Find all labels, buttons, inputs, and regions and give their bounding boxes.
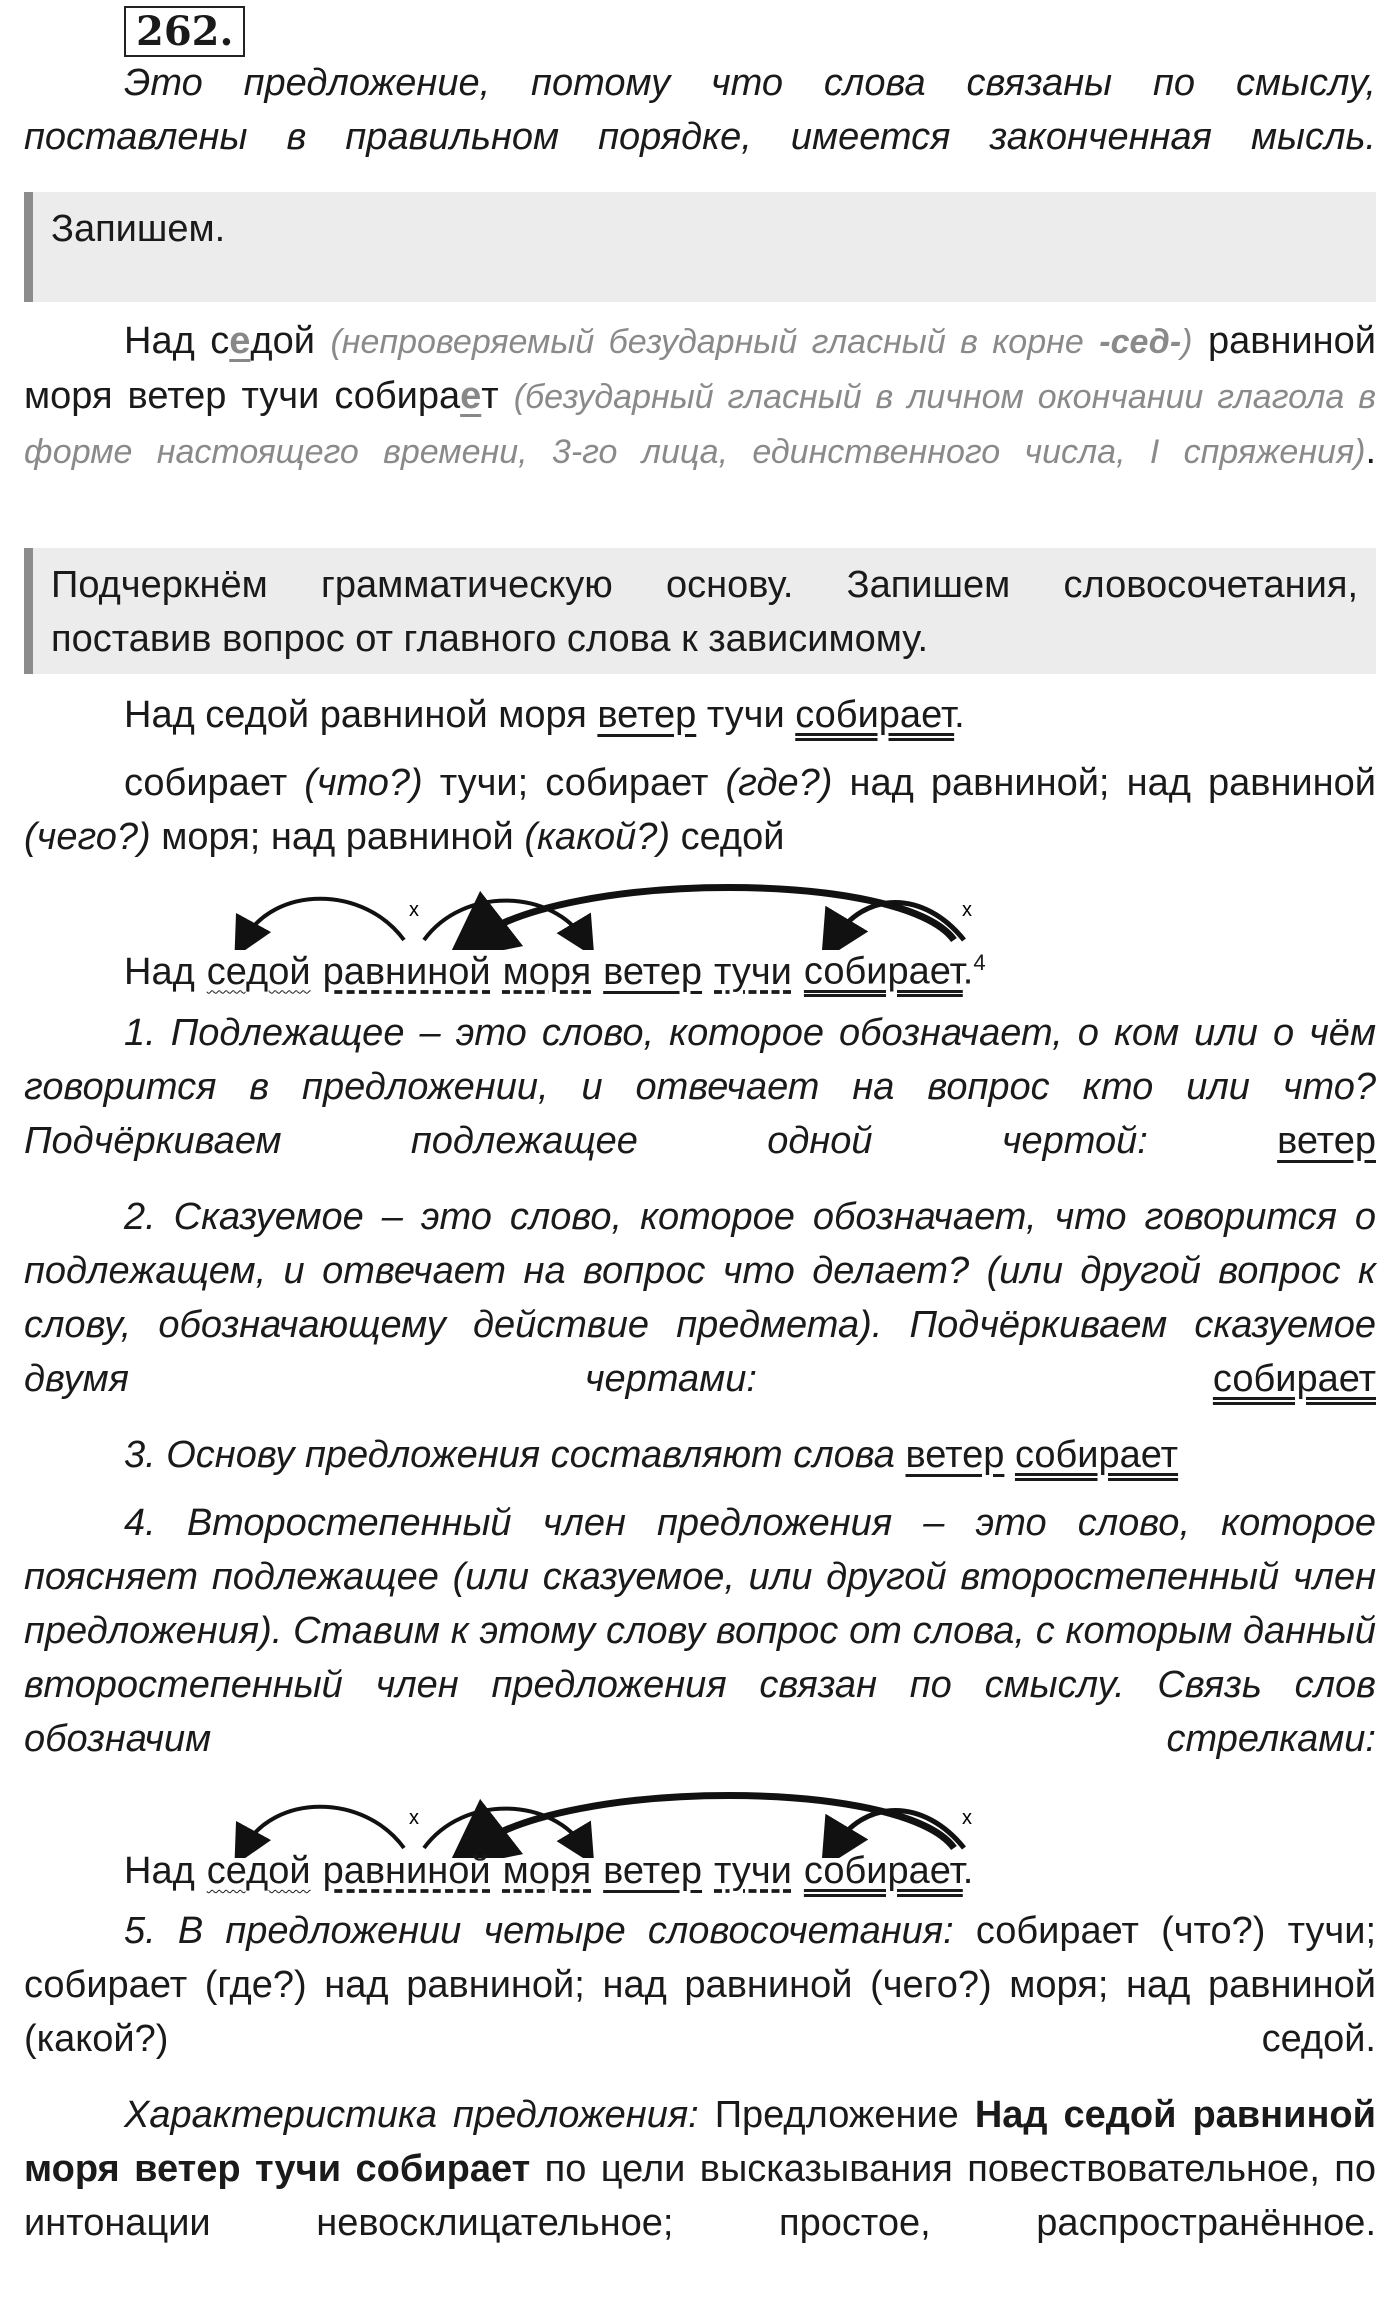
item-4: 4. Второстепенный член предложения – это слово, которое поясняет подлежащее (или сказуемое, или другой второстепенный член предложения). Ставим к этому слову вопрос от слова, с которым данный второстепенный член предложения связан по смыслу. Связь слов обозначим стрелками: <box>24 1502 1376 1760</box>
item-2: 2. Сказуемое – это слово, которое обозначает, что говорится о подлежащем, и отвечает на вопрос что делает? (или другой вопрос к слову, обозначающему действие предмета). Подчёркиваем сказуемое двумя чертами: собирает <box>24 1196 1376 1400</box>
parsed-sentence-1: Над седой равниной моря ветер тучи собирает.$^4$ <box>124 950 986 993</box>
parsed-sentence-2: Над седой равниной моря ветер тучи собирает. <box>124 1850 974 1892</box>
item-1: 1. Подлежащее – это слово, которое обозначает, о ком или о чём говорится в предложении, и отвечает на вопрос кто или что? Подчёркиваем подлежащее одной чертой: ветер <box>24 1012 1376 1162</box>
svg-text:x: x <box>962 899 972 921</box>
note-write: Запишем. <box>24 192 1376 302</box>
intro-text: Это предложение, потому что слова связаны по смыслу, поставлены в правильном порядке, имеется законченная мысль. <box>24 62 1376 158</box>
item-5: 5. В предложении четыре словосочетания: собирает (что?) тучи; собирает (где?) над равниной; над равниной (чего?) моря; над равниной (какой?) седой. <box>24 1910 1376 2060</box>
phrases-list: собирает (что?) тучи; собирает (где?) над равниной; над равниной (чего?) моря; над равниной (какой?) седой <box>24 762 1376 858</box>
svg-text:x: x <box>962 1807 972 1829</box>
characteristic: Характеристика предложения: Предложение Над седой равниной моря ветер тучи собирает по цели высказывания повествовательное, по интонации невосклицательное; простое, распространённое. <box>24 2094 1376 2244</box>
exercise-number: 262. <box>124 10 245 54</box>
sentence-with-comments: Над седой (непроверяемый безударный гласный в корне -сед-) равниной моря ветер тучи собирает (безударный гласный в личном окончании глагола в форме настоящего времени, 3-го лица, единственного числа, I спряжения). <box>24 320 1376 472</box>
svg-text:x: x <box>409 899 419 921</box>
svg-text:x: x <box>409 1807 419 1829</box>
item-3: 3. Основу предложения составляют слова ветер собирает <box>124 1434 1179 1476</box>
basis-line: Над седой равниной моря ветер тучи собирает. <box>124 694 965 736</box>
note-basis: Подчеркнём грамматическую основу. Запишем словосочетания, поставив вопрос от главного слова к зависимому. <box>24 548 1376 674</box>
